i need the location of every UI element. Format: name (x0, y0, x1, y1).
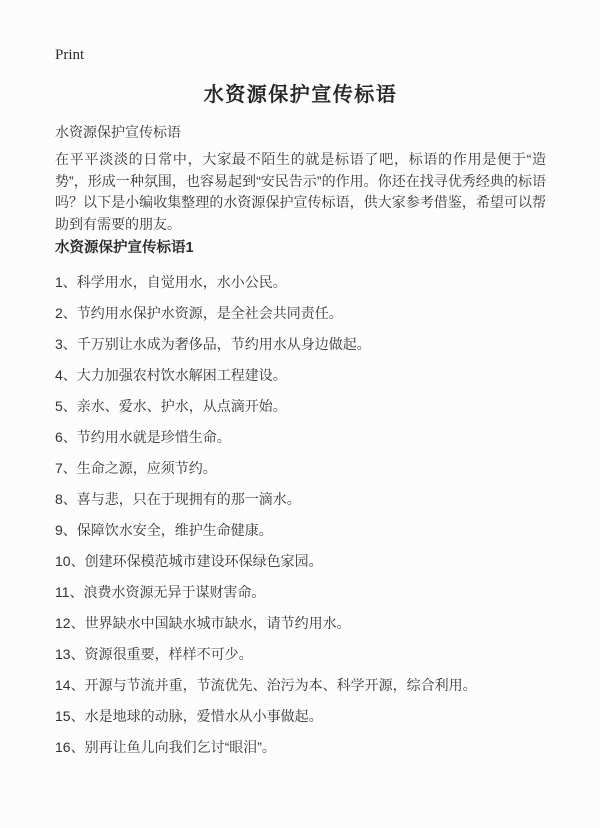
slogan-item: 16、别再让鱼儿向我们乞讨“眼泪”。 (55, 739, 276, 755)
slogan-item: 11、浪费水资源无异于谋财害命。 (55, 584, 266, 600)
document-subtitle: 水资源保护宣传标语 (55, 124, 181, 140)
slogan-item: 1、科学用水，自觉用水，水小公民。 (55, 274, 287, 290)
section-heading: 水资源保护宣传标语1 (55, 240, 194, 256)
slogan-item: 7、生命之源，应须节约。 (55, 460, 217, 476)
slogan-item: 9、保障饮水安全，维护生命健康。 (55, 522, 273, 538)
slogan-item: 12、世界缺水中国缺水城市缺水，请节约用水。 (55, 615, 351, 631)
print-link[interactable]: Print (55, 47, 85, 63)
intro-paragraph: 在平平淡淡的日常中，大家最不陌生的就是标语了吧，标语的作用是便于“造势”，形成一种氛围，也容易起到“安民告示”的作用。你还在找寻优秀经典的标语吗？以下是小编收集整理的水资源保护宣传标语，供大家参考借鉴，希望可以帮助到有需要的朋友。 (55, 151, 546, 232)
slogan-list (55, 272, 546, 757)
slogan-item: 2、节约用水保护水资源，是全社会共同责任。 (55, 305, 343, 321)
slogan-item: 14、开源与节流并重，节流优先、治污为本、科学开源，综合利用。 (55, 677, 477, 693)
slogan-item: 5、亲水、爱水、护水，从点滴开始。 (55, 398, 287, 414)
slogan-item: 10、创建环保模范城市建设环保绿色家园。 (55, 553, 323, 569)
slogan-item: 13、资源很重要，样样不可少。 (55, 646, 253, 662)
slogan-item: 4、大力加强农村饮水解困工程建设。 (55, 367, 287, 383)
slogan-item: 8、喜与悲，只在于现拥有的那一滴水。 (55, 491, 301, 507)
slogan-item: 3、千万别让水成为奢侈品，节约用水从身边做起。 (55, 336, 371, 352)
slogan-item: 15、水是地球的动脉，爱惜水从小事做起。 (55, 708, 323, 724)
slogan-item: 6、节约用水就是珍惜生命。 (55, 429, 231, 445)
page-title: 水资源保护宣传标语 (203, 84, 398, 106)
